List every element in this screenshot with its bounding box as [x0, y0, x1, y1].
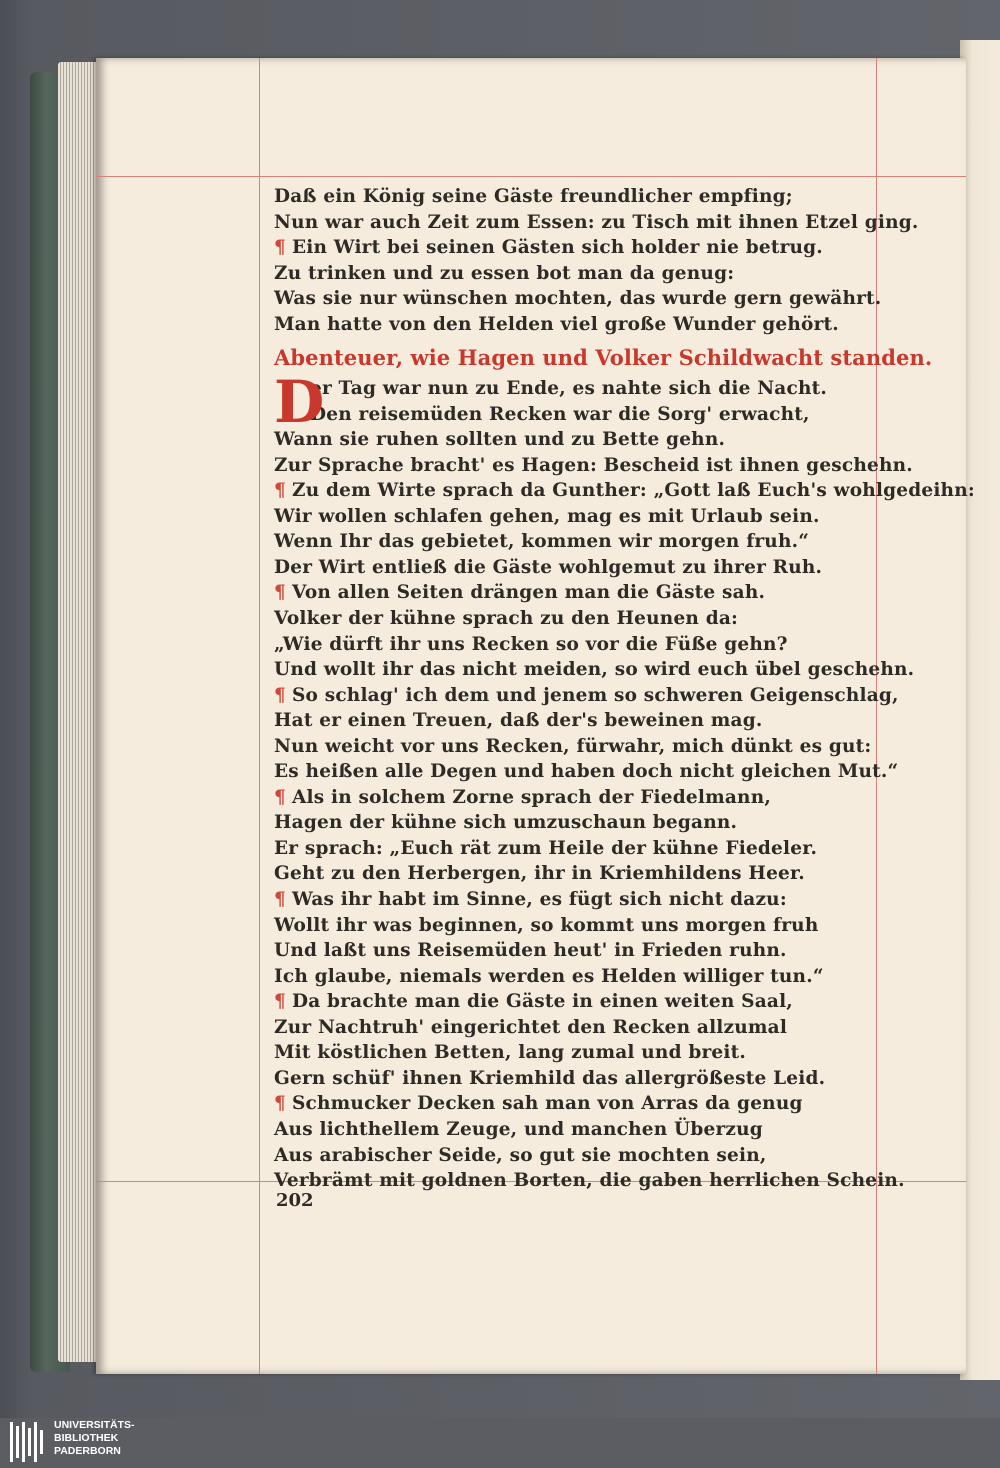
- text-line: [274, 710, 762, 731]
- text-line: [274, 1170, 905, 1191]
- line-text: Wir wollen schlafen gehen, mag es mit Urlaub sein.: [274, 505, 820, 527]
- footer-bar: [0, 1418, 1000, 1468]
- text-line: [274, 761, 898, 782]
- line-text: Hagen der kühne sich umzuschaun begann.: [274, 812, 738, 834]
- line-text: Von allen Seiten drängen man die Gäste sah.: [291, 582, 766, 604]
- line-text: Da brachte man die Gäste in einen weiten Saal,: [291, 991, 793, 1013]
- line-text: Nun weicht vor uns Recken, fürwahr, mich dünkt es gut:: [274, 735, 872, 757]
- line-text: Zur Nachtruh' eingerichtet den Recken allzumal: [274, 1016, 788, 1038]
- line-text: Nun war auch Zeit zum Essen: zu Tisch mit ihnen Etzel ging.: [274, 211, 919, 233]
- line-text: Schmucker Decken sah man von Arras da genug: [291, 1093, 803, 1115]
- drop-cap-initial: D: [274, 368, 325, 436]
- line-text: Hat er einen Treuen, daß der's beweinen mag.: [274, 710, 763, 732]
- text-line: [274, 314, 839, 335]
- paragraph-mark: ¶: [274, 237, 286, 259]
- facing-page-edge: [960, 40, 1000, 1380]
- text-line-first: er Tag war nun zu Ende, es nahte sich die Nacht.: [310, 378, 827, 399]
- line-text: Daß ein König seine Gäste freundlicher empfing;: [274, 186, 793, 207]
- text-line: [274, 991, 793, 1012]
- line-text: Und laßt uns Reisemüden heut' in Frieden ruhn.: [274, 940, 787, 962]
- text-line: [274, 940, 787, 961]
- line-text: Er sprach: „Euch rät zum Heile der kühne Fiedeler.: [274, 837, 818, 859]
- institution-name: [54, 1419, 135, 1458]
- library-logo-icon: [8, 1420, 48, 1464]
- line-text: Mit köstlichen Betten, lang zumal und breit.: [274, 1042, 747, 1064]
- line-text: Ich glaube, niemals werden es Helden williger tun.“: [274, 965, 824, 987]
- paragraph-mark: ¶: [274, 889, 286, 910]
- line-text: Es heißen alle Degen und haben doch nicht gleichen Mut.“: [274, 761, 899, 783]
- line-text: Zu dem Wirte sprach da Gunther: „Gott laß Euch's wohlgedeihn:: [291, 480, 975, 502]
- line-text: Was sie nur wünschen mochten, das wurde gern gewährt.: [274, 288, 882, 310]
- paragraph-mark: ¶: [274, 1093, 286, 1115]
- text-line: [274, 863, 805, 884]
- text-line: [274, 506, 820, 527]
- text-line: [274, 634, 788, 655]
- text-line: [274, 787, 771, 808]
- text-line: [274, 889, 787, 910]
- text-line: [274, 685, 899, 706]
- line-text: Man hatte von den Helden viel große Wunder gehört.: [274, 313, 839, 335]
- paragraph-mark: ¶: [274, 684, 286, 706]
- text-line: [274, 1093, 803, 1114]
- paragraph-mark: ¶: [274, 582, 286, 604]
- line-text: So schlag' ich dem und jenem so schweren Geigenschlag,: [291, 684, 899, 706]
- paragraph-mark: ¶: [274, 786, 286, 808]
- text-line: [274, 263, 734, 284]
- line-text: „Wie dürft ihr uns Recken so vor die Füße gehn?: [274, 633, 788, 655]
- text-line: [274, 1068, 825, 1089]
- text-line: [274, 1042, 746, 1063]
- institution-line: PADERBORN: [54, 1445, 121, 1457]
- text-line: [274, 812, 737, 833]
- text-line: [274, 212, 919, 233]
- line-text: Gern schüf' ihnen Kriemhild das allergrößeste Leid.: [274, 1067, 826, 1089]
- line-text: Und wollt ihr das nicht meiden, so wird euch übel geschehn.: [274, 659, 915, 681]
- text-line: [274, 186, 793, 207]
- text-line: [274, 1017, 787, 1038]
- text-line: [274, 480, 975, 501]
- text-line: [274, 915, 818, 936]
- line-text: Wann sie ruhen sollten und zu Bette gehn.: [274, 429, 726, 451]
- line-text: Ein Wirt bei seinen Gästen sich holder nie betrug.: [291, 237, 823, 259]
- institution-line: BIBLIOTHEK: [54, 1432, 119, 1444]
- text-line: [274, 237, 823, 258]
- line-text: Der Wirt entließ die Gäste wohlgemut zu ihrer Ruh.: [274, 556, 823, 578]
- line-text: Aus arabischer Seide, so gut sie mochten sein,: [274, 1144, 767, 1166]
- text-line: [274, 659, 914, 680]
- line-text: Als in solchem Zorne sprach der Fiedelmann,: [291, 786, 771, 808]
- margin-rule-left: [259, 58, 260, 1374]
- text-line: [274, 557, 822, 578]
- text-line: [310, 404, 810, 425]
- line-text: Zu trinken und zu essen bot man da genug:: [274, 262, 735, 284]
- line-text: Aus lichthellem Zeuge, und manchen Überzug: [274, 1118, 763, 1140]
- text-line: [274, 838, 817, 859]
- text-line: [274, 531, 809, 552]
- margin-rule-top: [96, 176, 966, 177]
- text-line: [274, 966, 824, 987]
- institution-line: UNIVERSITÄTS-: [54, 1419, 135, 1431]
- paragraph-mark: ¶: [274, 480, 286, 502]
- text-line: [274, 455, 913, 476]
- line-text: Den reisemüden Recken war die Sorg' erwacht,: [310, 403, 810, 425]
- line-text: Volker der kühne sprach zu den Heunen da:: [274, 607, 739, 629]
- text-line: [274, 608, 738, 629]
- line-text: Zur Sprache bracht' es Hagen: Bescheid ist ihnen geschehn.: [274, 454, 913, 476]
- line-text: Geht zu den Herbergen, ihr in Kriemhildens Heer.: [274, 863, 805, 885]
- text-line: [274, 1119, 763, 1140]
- line-text: Wenn Ihr das gebietet, kommen wir morgen fruh.“: [274, 531, 810, 553]
- chapter-heading: Abenteuer, wie Hagen und Volker Schildwacht standen.: [274, 345, 933, 371]
- paragraph-mark: ¶: [274, 991, 286, 1013]
- text-line: [274, 582, 765, 603]
- text-line: [274, 736, 871, 757]
- text-line: [274, 288, 881, 309]
- line-text: Wollt ihr was beginnen, so kommt uns morgen fruh: [274, 914, 819, 936]
- text-line: [274, 1145, 767, 1166]
- text-line: [274, 429, 725, 450]
- line-text: Was ihr habt im Sinne, es fügt sich nicht dazu:: [291, 889, 787, 910]
- line-text: Verbrämt mit goldnen Borten, die gaben herrlichen Schein.: [274, 1170, 905, 1192]
- page-number: 202: [276, 1190, 314, 1211]
